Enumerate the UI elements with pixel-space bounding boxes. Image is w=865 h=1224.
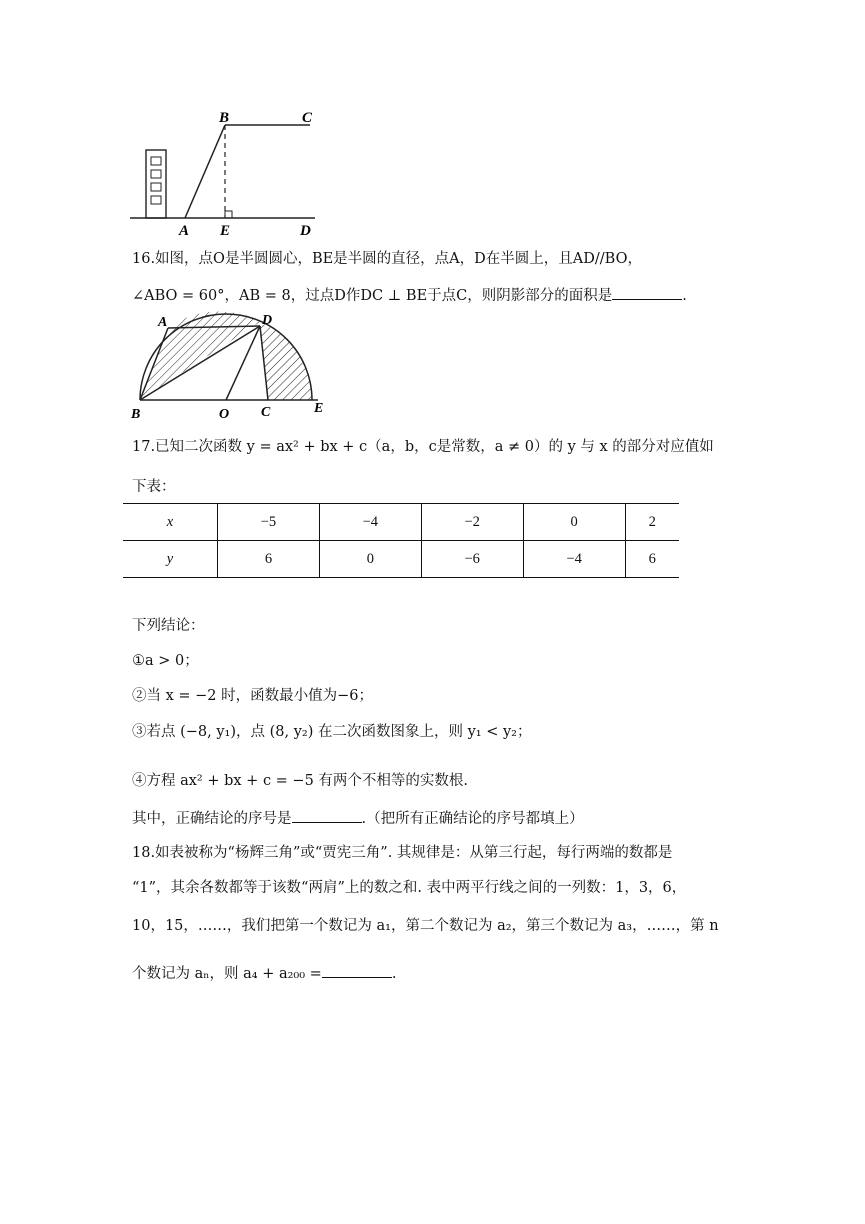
label-o: O: [219, 407, 230, 420]
table-cell: −5: [218, 504, 320, 541]
label-d: D: [300, 223, 311, 239]
shaded-region-right: [260, 322, 312, 400]
q18-line4-end: .: [391, 966, 397, 982]
table-cell: 2: [625, 504, 679, 541]
table-cell: 0: [523, 504, 625, 541]
table-cell: 6: [218, 541, 320, 578]
q16-answer-blank: [612, 285, 682, 300]
q17-conclusion-2: ②当 x = −2 时，函数最小值为−6；: [132, 688, 374, 704]
q17-conclusion-1: ①a > 0；: [132, 653, 199, 669]
building-window: [151, 170, 161, 178]
q16-line1: 16.如图，点O是半圆圆心，BE是半圆的直径，点A，D在半圆上，且AD//BO，: [132, 251, 642, 267]
table-cell: 0: [319, 541, 421, 578]
q17-ask: [132, 808, 584, 829]
label-b: B: [219, 110, 230, 126]
value-table: [123, 503, 679, 578]
q18-line2: “1”，其余各数都等于该数“两肩”上的数之和. 表中两平行线之间的一列数：1，3，6，: [132, 880, 687, 896]
label-c: C: [302, 110, 313, 126]
table-cell: 6: [625, 541, 679, 578]
q18-line4-text: 个数记为 aₙ，则 a₄ + a₂₀₀ =: [132, 966, 322, 982]
table-row: [123, 504, 679, 541]
table-row: [123, 541, 679, 578]
table-cell: y: [123, 541, 218, 578]
q18-answer-blank: [322, 963, 392, 978]
q17-ask-end: .（把所有正确结论的序号都填上）: [361, 811, 584, 827]
table-cell: −4: [319, 504, 421, 541]
right-angle-mark: [225, 211, 232, 218]
table-cell: x: [123, 504, 218, 541]
label-d: D: [262, 313, 273, 328]
table-cell: −6: [421, 541, 523, 578]
figure-15: [125, 105, 325, 240]
label-e: E: [314, 401, 324, 416]
q17-answer-blank: [292, 808, 362, 823]
slope-ab: [185, 125, 225, 218]
q16-line2-end: .: [682, 288, 687, 304]
q18-line1: 18.如表被称为“杨辉三角”或“贾宪三角”. 其规律是：从第三行起，每行两端的数都是: [132, 845, 673, 861]
building: [146, 150, 166, 218]
q16-line2-text: ∠ABO = 60°，AB = 8，过点D作DC ⊥ BE于点C，则阴影部分的面积是: [132, 288, 613, 304]
figure-16: [128, 308, 333, 420]
q17-ask-text: 其中，正确结论的序号是: [132, 811, 292, 827]
q16-line2: [132, 285, 687, 306]
table-cell: −4: [523, 541, 625, 578]
label-b: B: [131, 407, 141, 420]
table-cell: −2: [421, 504, 523, 541]
label-e: E: [220, 223, 231, 239]
building-window: [151, 196, 161, 204]
q17-conclusion-4: ④方程 ax² + bx + c = −5 有两个不相等的实数根.: [132, 773, 469, 789]
q17-lead: 下列结论：: [132, 618, 205, 634]
label-c: C: [261, 405, 271, 420]
building-window: [151, 183, 161, 191]
label-a: A: [179, 223, 190, 239]
building-window: [151, 157, 161, 165]
q17-intro-line2: 下表：: [132, 479, 176, 495]
label-a: A: [158, 315, 168, 330]
q18-line3: 10，15，……，我们把第一个数记为 a₁，第二个数记为 a₂，第三个数记为 a₃，……，第 n: [132, 918, 719, 934]
q17-intro-line1: 17.已知二次函数 y = ax² + bx + c（a，b，c是常数，a ≠ 0）的 y 与 x 的部分对应值如: [132, 439, 714, 455]
q18-line4: [132, 963, 396, 984]
q17-conclusion-3: ③若点 (−8, y₁)，点 (8, y₂) 在二次函数图象上，则 y₁ < y₂；: [132, 724, 532, 740]
